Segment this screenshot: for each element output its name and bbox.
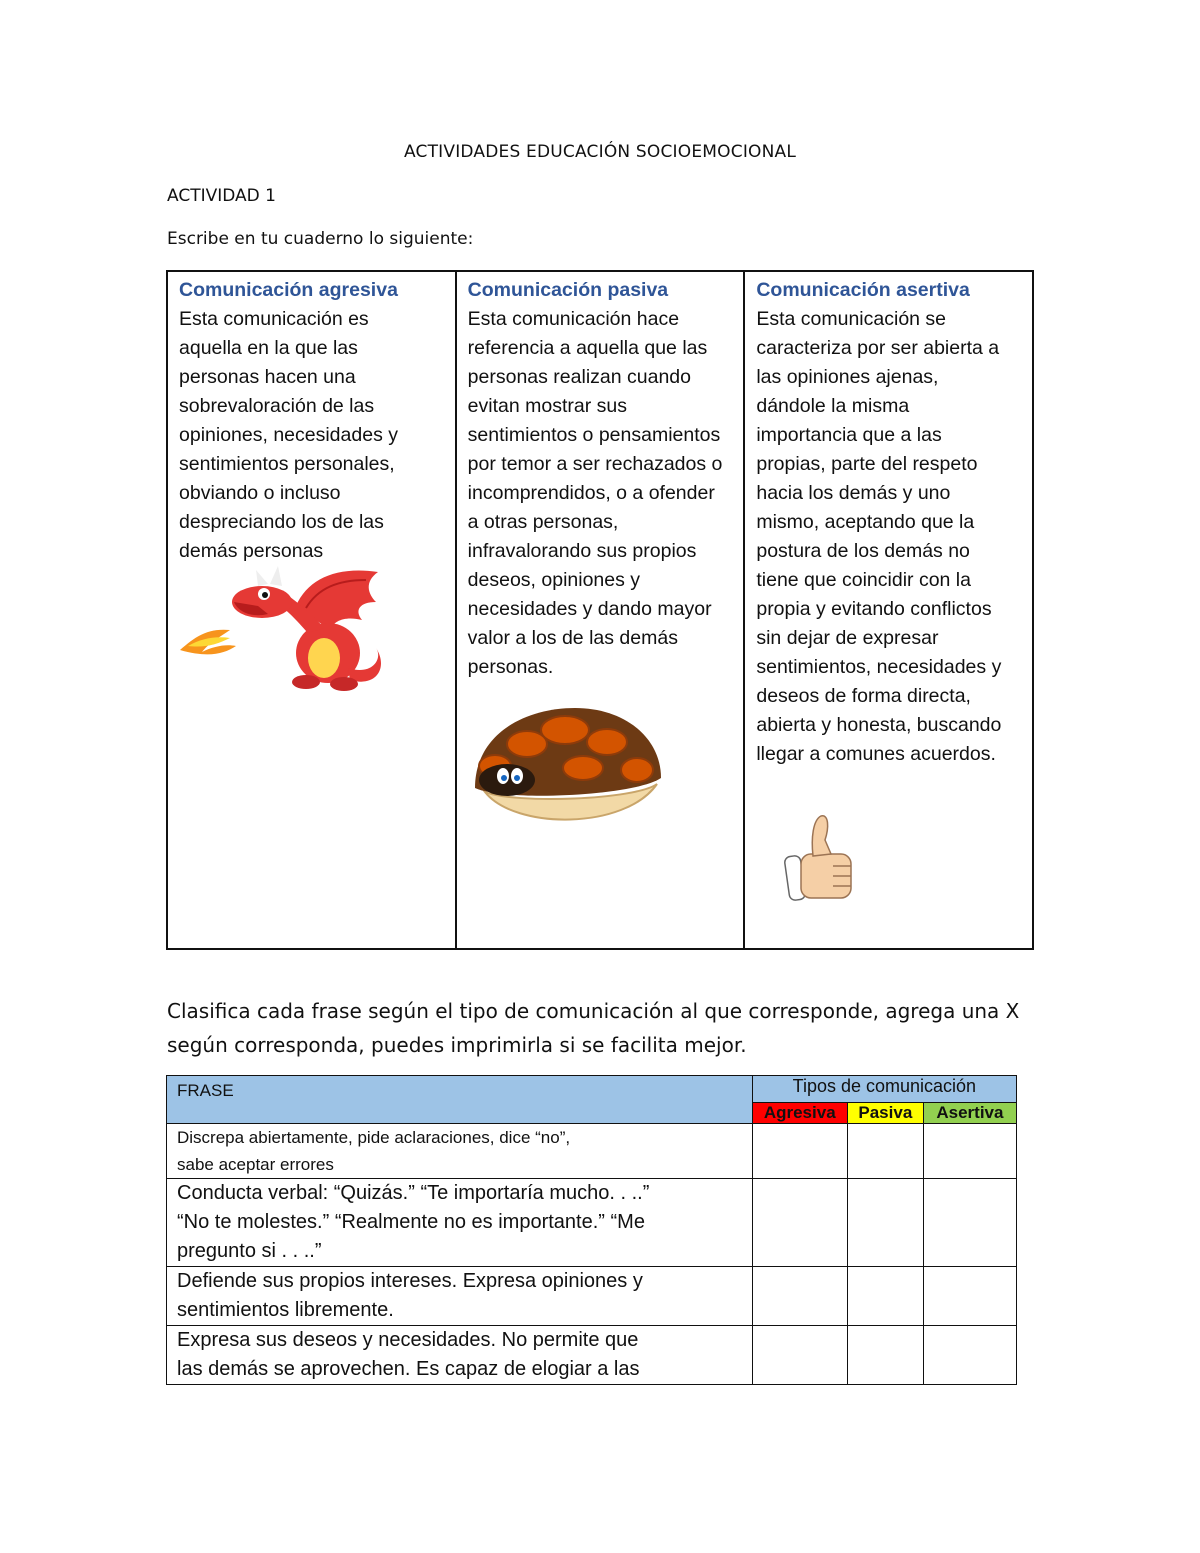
cell-agresiva[interactable] [752, 1124, 847, 1179]
instruction-text: Escribe en tu cuaderno lo siguiente: [167, 229, 474, 249]
cell-asertiva[interactable] [923, 1267, 1016, 1326]
card-title: Comunicación agresiva [179, 279, 398, 301]
cell-agresiva[interactable] [752, 1179, 847, 1267]
type-pasiva-header: Pasiva [847, 1103, 923, 1124]
turtle-icon [465, 704, 665, 834]
row-frase: Expresa sus deseos y necesidades. No permite que las demás se aprovechen. Es capaz de elogiar a las [167, 1326, 753, 1385]
classification-table [166, 1075, 1017, 1385]
card-agresiva [168, 272, 455, 948]
cell-pasiva[interactable] [847, 1326, 923, 1385]
card-body: Esta comunicación es aquella en la que las personas hacen una sobrevaloración de las opiniones, necesidades y sentimientos personales, obviando o incluso despreciando los de las demás personas [179, 308, 398, 562]
cell-pasiva[interactable] [847, 1267, 923, 1326]
cell-asertiva[interactable] [923, 1179, 1016, 1267]
table-row [167, 1267, 1017, 1326]
row-frase: Conducta verbal: “Quizás.” “Te importaría mucho. . ..” “No te molestes.” “Realmente no es importante.” “Me pregunto si . . ..” [167, 1179, 753, 1267]
row-frase: Discrepa abiertamente, pide aclaraciones, dice “no”, sabe aceptar errores [167, 1124, 753, 1179]
card-pasiva [455, 272, 744, 948]
table-row [167, 1326, 1017, 1385]
cell-asertiva[interactable] [923, 1124, 1016, 1179]
card-body: Esta comunicación se caracteriza por ser abierta a las opiniones ajenas, dándole la misma importancia que a las propias, parte del respeto hacia los demás y uno mismo, aceptando que la postura de los demás no tiene que coincidir con la propia y evitando conflictos sin dejar de expresar sentimientos, necesidades y deseos de forma directa, abierta y honesta, buscando llegar a comunes acuerdos. [756, 308, 1002, 765]
tipos-header: Tipos de comunicación [752, 1076, 1016, 1103]
card-title: Comunicación pasiva [467, 279, 669, 301]
thumbs-up-icon [783, 808, 863, 908]
frase-header: FRASE [167, 1076, 753, 1124]
dragon-icon [178, 558, 383, 693]
table-row [167, 1179, 1017, 1267]
card-body: Esta comunicación hace referencia a aquella que las personas realizan cuando evitan mostrar sus sentimientos o pensamientos por temor a ser rechazados o incomprendidos, o a ofender a otras personas, infravalorando sus propios deseos, opiniones y necesidades y dando mayor valor a los de las demás personas. [467, 308, 723, 678]
card-asertiva [743, 272, 1032, 948]
cell-pasiva[interactable] [847, 1179, 923, 1267]
type-asertiva-header: Asertiva [923, 1103, 1016, 1124]
activity-label: ACTIVIDAD 1 [167, 186, 276, 206]
communication-cards [166, 270, 1034, 950]
classify-instruction: Clasifica cada frase según el tipo de comunicación al que corresponde, agrega una X según corresponda, puedes imprimirla si se facilita mejor. [167, 999, 1020, 1057]
table-row [167, 1124, 1017, 1179]
page-title: ACTIVIDADES EDUCACIÓN SOCIOEMOCIONAL [403, 142, 797, 162]
cell-asertiva[interactable] [923, 1326, 1016, 1385]
row-frase: Defiende sus propios intereses. Expresa opiniones y sentimientos libremente. [167, 1267, 753, 1326]
cell-agresiva[interactable] [752, 1326, 847, 1385]
cell-pasiva[interactable] [847, 1124, 923, 1179]
cell-agresiva[interactable] [752, 1267, 847, 1326]
card-title: Comunicación asertiva [756, 279, 970, 301]
type-agresiva-header: Agresiva [752, 1103, 847, 1124]
